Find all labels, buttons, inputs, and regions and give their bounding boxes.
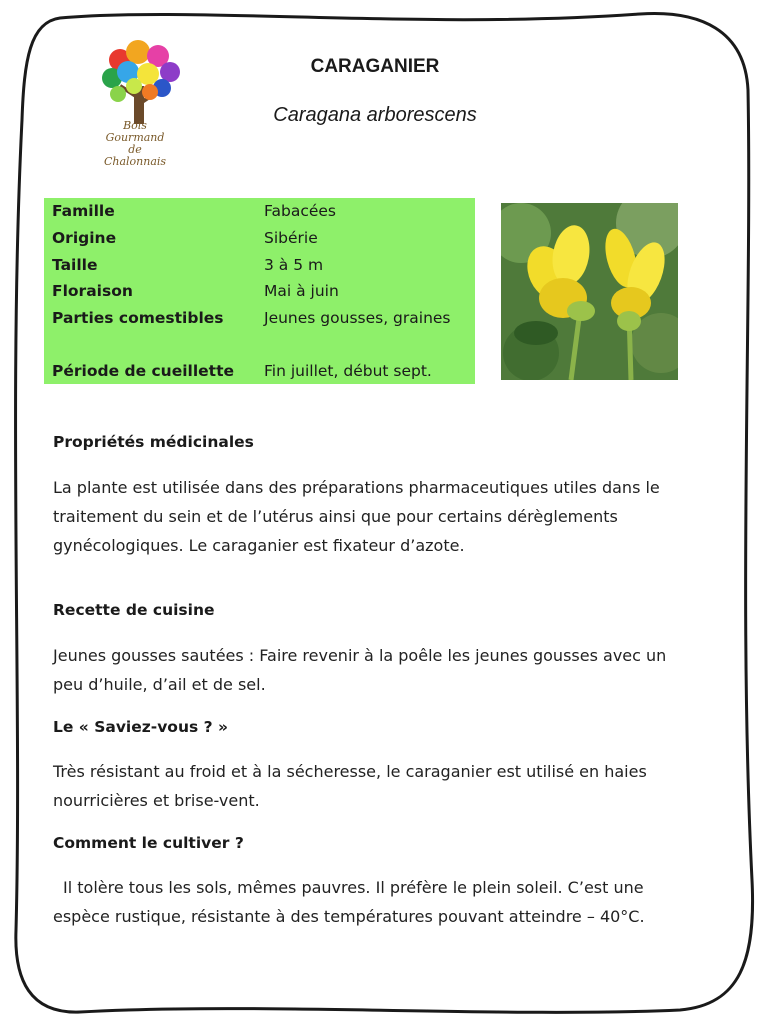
info-label: Parties comestibles <box>52 309 224 327</box>
section-title-medicinal: Propriétés médicinales <box>53 433 254 451</box>
info-value: Jeunes gousses, graines <box>264 309 451 327</box>
plant-photo <box>501 203 678 380</box>
info-label: Période de cueillette <box>52 362 235 380</box>
flower-icon <box>501 203 678 380</box>
section-title-did-you-know: Le « Saviez-vous ? » <box>53 718 229 736</box>
info-label: Floraison <box>52 282 133 300</box>
did-you-know-text: Très résistant au froid et à la sécheresse, le caraganier est utilisé en haies nourricières et brise-vent. <box>53 762 647 810</box>
info-label: Taille <box>52 256 98 274</box>
medicinal-text: La plante est utilisée dans des préparations pharmaceutiques utiles dans le traitement du sein et de l’utérus ainsi que pour certains dérèglements gynécologiques. Le caraganier est fixateur d’azote. <box>53 478 660 555</box>
section-title-cultivation: Comment le cultiver ? <box>53 834 244 852</box>
info-label: Origine <box>52 229 117 247</box>
info-value: 3 à 5 m <box>264 256 324 274</box>
page-title: CARAGANIER <box>310 56 440 77</box>
info-value: Fabacées <box>264 202 336 220</box>
info-value: Fin juillet, début sept. <box>264 362 432 380</box>
cultivation-text: Il tolère tous les sols, mêmes pauvres. Il préfère le plein soleil. C’est une espèce rustique, résistante à des températures pouvant atteindre – 40°C. <box>53 878 645 926</box>
info-value: Sibérie <box>264 229 318 247</box>
logo-text: Bois Gourmand de Chalonnais <box>103 119 167 168</box>
latin-name: Caragana arborescens <box>273 104 477 126</box>
recipe-text: Jeunes gousses sautées : Faire revenir à la poêle les jeunes gousses avec un peu d’huile, d’ail et de sel. <box>53 646 667 694</box>
info-table <box>44 198 475 384</box>
info-value: Mai à juin <box>264 282 339 300</box>
tree-logo-icon <box>90 38 190 128</box>
section-title-recipe: Recette de cuisine <box>53 601 215 619</box>
info-label: Famille <box>52 202 115 220</box>
